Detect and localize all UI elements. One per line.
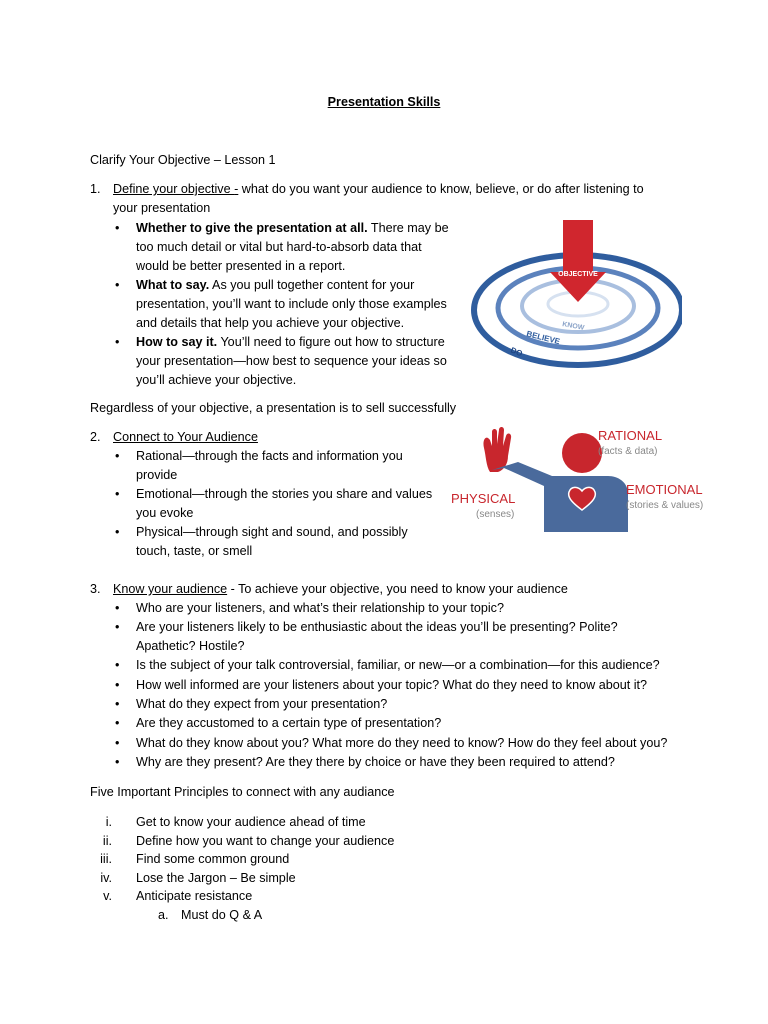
objective-bullet-1-line-2: too much detail or vital but hard-to-absorb data that	[136, 240, 422, 254]
audience-bullet-5: What do they expect from your presentation?	[136, 697, 388, 711]
objective-bullet-1: Whether to give the presentation at all. There may be	[136, 221, 449, 235]
bullet-icon: •	[115, 697, 120, 711]
audience-bullet-2: Are your listeners likely to be enthusiastic about the ideas you’ll be presenting? Polite?	[136, 620, 618, 634]
bullet-icon: •	[115, 221, 120, 235]
item-1-number: 1.	[90, 182, 101, 196]
audience-bullet-8: Why are they present? Are they there by choice or have they been required to attend?	[136, 755, 615, 769]
item-1-line-2: your presentation	[113, 201, 211, 215]
item-2-heading: Connect to Your Audience	[113, 430, 258, 444]
objective-bullet-3: How to say it. You’ll need to figure out how to structure	[136, 335, 445, 349]
connect-bullet-1-line-2: provide	[136, 468, 178, 482]
audience-bullet-7: What do they know about you? What more do they need to know? How do they feel about you?	[136, 736, 668, 750]
bullet-icon: •	[115, 736, 120, 750]
bullet-icon: •	[115, 449, 120, 463]
bullet-icon: •	[115, 278, 120, 292]
do-label: DO	[509, 345, 524, 359]
believe-label: BELIEVE	[525, 329, 561, 347]
bullet-icon: •	[115, 335, 120, 349]
item-2-number: 2.	[90, 430, 101, 444]
bullet-icon: •	[115, 755, 120, 769]
item-3-number: 3.	[90, 582, 101, 596]
objective-bullet-3-line-2: your presentation—how best to sequence your ideas so	[136, 354, 447, 368]
objective-bullet-2-line-3: and details that help you achieve your objective.	[136, 316, 405, 330]
objective-bullet-3-line-3: you’ll achieve your objective.	[136, 373, 297, 387]
item-3-line	[113, 580, 568, 599]
connect-bullet-3: Physical—through sight and sound, and possibly	[136, 525, 408, 539]
principle-4: Lose the Jargon – Be simple	[136, 871, 296, 885]
bullet-icon: •	[115, 658, 120, 672]
objective-arrow-icon	[550, 220, 606, 302]
principle-2: Define how you want to change your audience	[136, 834, 395, 848]
objective-bullet-1-line-3: would be better presented in a report.	[136, 259, 346, 273]
bullet-icon: •	[115, 716, 120, 730]
emotional-sub-label: (stories & values)	[626, 500, 704, 511]
rational-sub-label: (facts & data)	[598, 446, 658, 457]
audience-bullet-3: Is the subject of your talk controversial, familiar, or new—or a combination—for this audience?	[136, 658, 660, 672]
connect-bullet-1: Rational—through the facts and information you	[136, 449, 403, 463]
bullet-icon: •	[115, 678, 120, 692]
item-3-heading: Know your audience	[113, 582, 228, 596]
principle-1: Get to know your audience ahead of time	[136, 815, 366, 829]
audience-bullet-6: Are they accustomed to a certain type of presentation?	[136, 716, 442, 730]
connect-bullet-2: Emotional—through the stories you share and values	[136, 487, 433, 501]
objective-bullet-2: What to say. As you pull together content for your	[136, 278, 415, 292]
physical-label: PHYSICAL	[451, 491, 516, 506]
rational-label: RATIONAL	[598, 428, 663, 443]
audience-bullet-4: How well informed are your listeners about your topic? What do they need to know about it?	[136, 678, 648, 692]
item-1-line-1	[113, 180, 644, 199]
principle-3-number: iii.	[100, 852, 112, 866]
bullet-icon: •	[115, 487, 120, 501]
principle-3: Find some common ground	[136, 852, 290, 866]
connect-bullet-2-line-2: you evoke	[136, 506, 194, 520]
principles-heading: Five Important Principles to connect with any audiance	[90, 785, 395, 799]
objective-target-graphic	[466, 212, 682, 372]
item-1-rest: what do you want your audience to know, believe, or do after listening to	[238, 182, 644, 196]
page-title: Presentation Skills	[327, 95, 441, 109]
item-1-dash: -	[234, 182, 239, 196]
principle-2-number: ii.	[102, 834, 112, 848]
bullet-icon: •	[115, 620, 120, 634]
audience-bullet-2-line-2: Apathetic? Hostile?	[136, 639, 245, 653]
raised-hand-icon	[483, 427, 511, 472]
audience-bullet-1: Who are your listeners, and what’s their relationship to your topic?	[136, 601, 504, 615]
item-1-heading: Define your objective	[113, 182, 235, 196]
principle-1-number: i.	[105, 815, 112, 829]
principle-4-number: iv.	[100, 871, 112, 885]
connect-bullet-3-line-2: touch, taste, or smell	[136, 544, 253, 558]
objective-bullet-2-line-2: presentation, you’ll want to include only those examples	[136, 297, 447, 311]
person-graphic	[448, 420, 712, 544]
sub-item-a: Must do Q & A	[181, 908, 263, 922]
regardless-paragraph: Regardless of your objective, a presentation is to sell successfully	[90, 401, 457, 415]
bullet-icon: •	[115, 525, 120, 539]
item-3-rest: - To achieve your objective, you need to know your audience	[227, 582, 568, 596]
principle-5-number: v.	[103, 889, 112, 903]
physical-sub-label: (senses)	[476, 509, 515, 520]
sub-item-a-number: a.	[158, 908, 169, 922]
bullet-icon: •	[115, 601, 120, 615]
principle-5: Anticipate resistance	[136, 889, 253, 903]
objective-label: OBJECTIVE	[558, 271, 598, 278]
lesson-heading: Clarify Your Objective – Lesson 1	[90, 153, 276, 167]
person-head-icon	[562, 433, 602, 473]
know-label: KNOW	[561, 321, 585, 332]
emotional-label: EMOTIONAL	[626, 482, 703, 497]
